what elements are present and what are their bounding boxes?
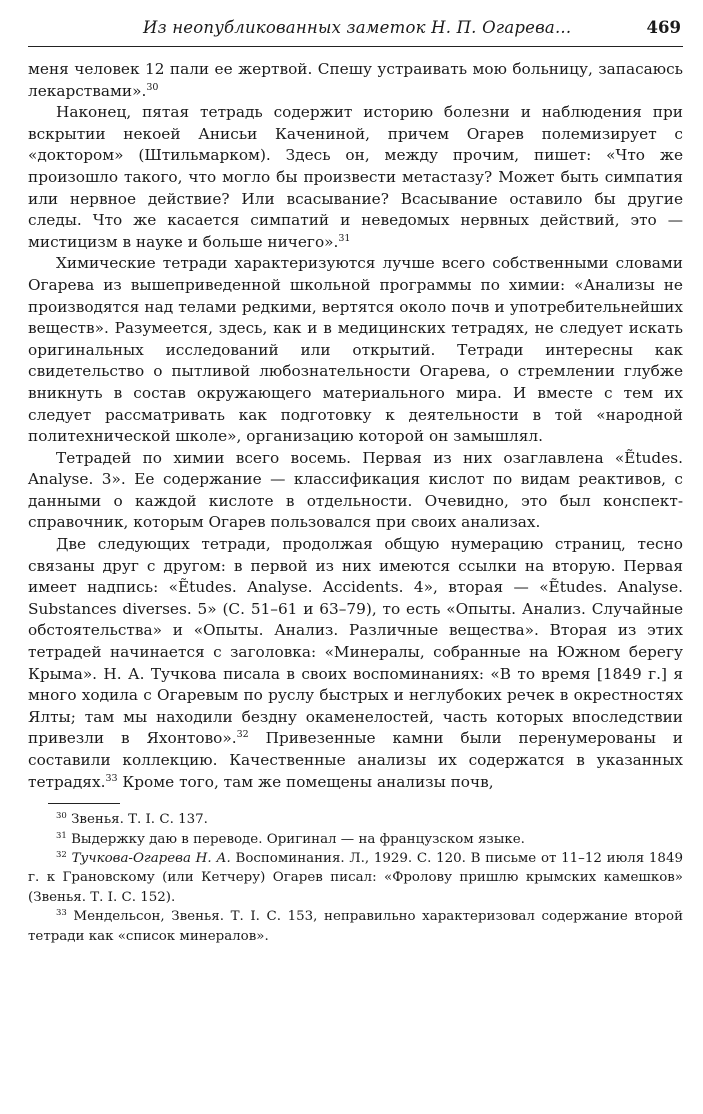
- paragraph-4-text: Тетрадей по химии всего восемь. Первая из них озаглавлена «Ẽtudes. Analyse. 3». Ее содержание — классификация кислот по видам реактивов, с данными о каждой кислоте в отдельности. Очевидно, это был конспект-справочник, которым Огарев пользовался при своих анализах.: [28, 448, 683, 532]
- footnote-author: Тучкова-Огарева Н. А.: [71, 851, 231, 866]
- paragraph-1-text: меня человек 12 пали ее жертвой. Спешу устраивать мою больницу, запасаюсь лекарствами».: [28, 60, 683, 100]
- footnotes: [28, 810, 683, 946]
- paragraph-3: [28, 253, 683, 447]
- footnote-number: 31: [56, 830, 67, 841]
- footnote-text: Воспоминания. Л., 1929. С. 120. В письме от 11–12 июля 1849 г. к Грановскому (или Кетчеру) Огарев писал: «Фролову пришлю крымских камешков» (Звенья. Т. I. С. 152).: [28, 851, 683, 905]
- paragraph-3-text: Химические тетради характеризуются лучше всего собственными словами Огарева из вышеприведенной школьной программы по химии: «Анализы не производятся над телами редкими, вертятся около почв и употребительнейших веществ». Разумеется, здесь, как и в медицинских тетрадях, не следует искать оригинальных исследований или открытий. Тетради интересны как свидетельство о пытливой любознательности Огарева, о стремлении глубже вникнуть в состав окружающего материального мира. И вместе с тем их следует рассматривать как подготовку к деятельности в той «народной политехнической школе», организацию которой он замышлял.: [28, 254, 683, 446]
- footnote-ref-30[interactable]: 30: [146, 81, 159, 93]
- footnote-ref-32[interactable]: 32: [236, 729, 249, 741]
- paragraph-2: [28, 102, 683, 253]
- footnote-ref-31[interactable]: 31: [338, 232, 351, 244]
- footnote-text: Мендельсон, Звенья. Т. I. С. 153, неправильно характеризовал содержание второй тетради как «список минералов».: [28, 909, 683, 944]
- footnote-number: 30: [56, 811, 67, 822]
- footnote-divider: [48, 803, 120, 804]
- paragraph-2-text: Наконец, пятая тетрадь содержит историю болезни и наблюдения при вскрытии некоей Анисьи Качениной, причем Огарев полемизирует с «доктором» (Штильмарком). Здесь он, между прочим, пишет: «Что же произошло такого, что могло бы произвести метастазу? Может быть симпатия или нервное действие? Или всасывание? Всасывание оставило бы другие следы. Что же касается симпатий и неведомых нервных действий, это — мистицизм в науке и больше ничего».: [28, 103, 683, 251]
- paragraph-4: [28, 448, 683, 534]
- footnote-text: Выдержку даю в переводе. Оригинал — на французском языке.: [71, 831, 525, 847]
- running-title: Из неопубликованных заметок Н. П. Огарева...: [143, 18, 572, 37]
- footnote-30: [28, 810, 683, 829]
- footnote-text: Звенья. Т. I. С. 137.: [71, 812, 208, 828]
- paragraph-5-text-a: Две следующих тетради, продолжая общую нумерацию страниц, тесно связаны друг с другом: в первой из них имеются ссылки на вторую. Первая имеет надпись: «Ẽtudes. Analyse. Accidents. 4», вторая — «Ẽtudes. Analyse. Substances diverses. 5» (С. 51–61 и 63–79), то есть «Опыты. Анализ. Случайные обстоятельства» и «Опыты. Анализ. Различные вещества». Вторая из этих тетрадей начинается с заголовка: «Минералы, собранные на Южном берегу Крыма». Н. А. Тучкова писала в своих воспоминаниях: «В то время [1849 г.] я много ходила с Огаревым по руслу быстрых и неглубоких речек в окрестностях Ялты; там мы находили бездну окаменелостей, часть которых впоследствии привезли в Яхонтово».: [28, 535, 683, 748]
- main-text: [28, 59, 683, 793]
- footnote-33: [28, 907, 683, 946]
- footnote-number: 33: [56, 908, 67, 919]
- footnote-32: [28, 849, 683, 907]
- paragraph-1: [28, 59, 683, 102]
- paragraph-5-text-c: Кроме того, там же помещены анализы почв,: [117, 772, 494, 791]
- paragraph-5-text-b: Привезенные камни были перенумерованы и составили коллекцию. Качественные анализы их содержатся в указанных тетрадях.: [28, 729, 683, 791]
- book-page: [28, 14, 683, 946]
- footnote-number: 32: [56, 850, 67, 860]
- footnote-ref-33[interactable]: 33: [105, 772, 118, 784]
- running-header: [28, 14, 683, 47]
- paragraph-5: [28, 534, 683, 793]
- footnote-31: [28, 830, 683, 849]
- page-number: 469: [646, 18, 681, 37]
